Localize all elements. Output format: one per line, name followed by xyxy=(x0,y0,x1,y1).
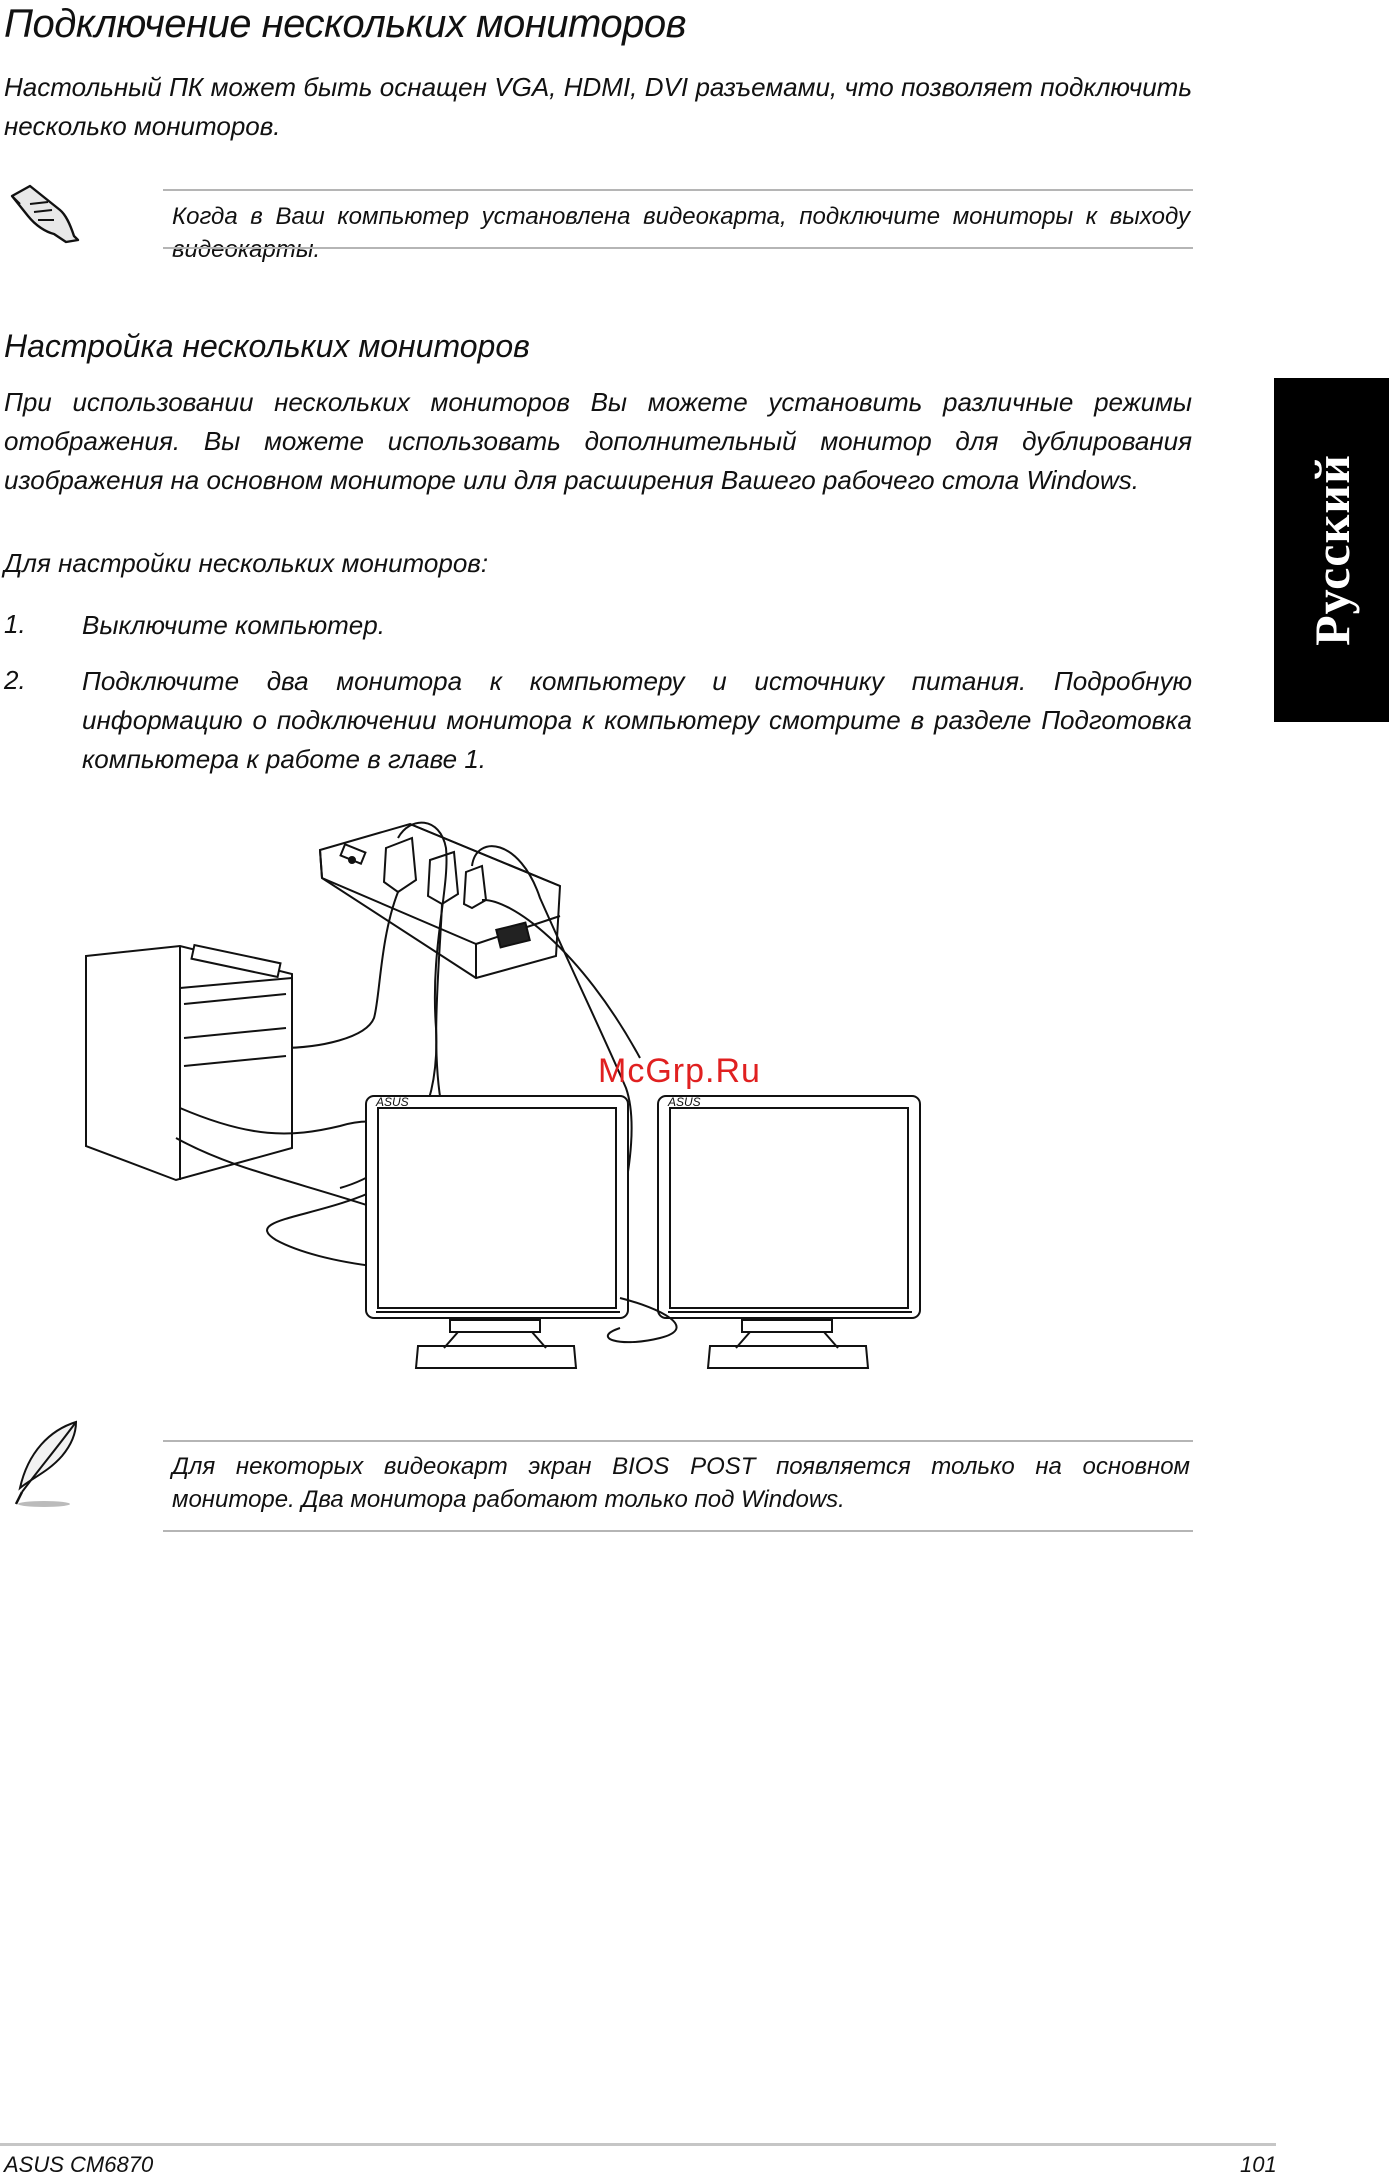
steps-heading: Для настройки нескольких мониторов: xyxy=(4,548,489,578)
note-text: Когда в Ваш компьютер установлена видеокарта, подключите мониторы к выходу видеокарты. xyxy=(172,203,1190,263)
monitor-right xyxy=(658,1095,920,1368)
monitor-left xyxy=(366,1095,628,1368)
svg-text:ASUS: ASUS xyxy=(668,1095,701,1109)
step-number: 1. xyxy=(4,609,26,639)
note-bottom-rule xyxy=(163,247,1193,249)
section-paragraph: При использовании нескольких мониторов Вы можете установить различные режимы отображения. Вы можете использовать дополнительный монитор для дублирования изображения на основном мониторе или для расширения Вашего рабочего стола Windows. xyxy=(4,387,1192,495)
note-top-rule xyxy=(163,1440,1193,1442)
language-tab xyxy=(1274,378,1389,722)
watermark: McGrp.Ru xyxy=(598,1052,761,1090)
page-title: Подключение нескольких мониторов xyxy=(4,2,686,46)
note-bottom-rule xyxy=(163,1530,1193,1532)
note-top-rule xyxy=(163,189,1193,191)
footer-model: ASUS CM6870 xyxy=(4,2152,154,2177)
language-label: Русский xyxy=(1303,454,1360,646)
page-number: 101 xyxy=(1240,2152,1277,2177)
intro-paragraph: Настольный ПК может быть оснащен VGA, HDMI, DVI разъемами, что позволяет подключить несколько мониторов. xyxy=(4,72,1192,141)
note-text: Для некоторых видеокарт экран BIOS POST появляется только на основном мониторе. Два монитора работают только под Windows. xyxy=(172,1453,1190,1513)
section-subtitle: Настройка нескольких мониторов xyxy=(4,328,530,364)
svg-text:ASUS: ASUS xyxy=(376,1095,409,1109)
step-number: 2. xyxy=(4,665,26,695)
dual-monitor-illustration xyxy=(80,808,950,1378)
feather-quill-icon xyxy=(10,1418,82,1510)
hand-pointer-icon xyxy=(8,180,82,244)
step-text: Подключите два монитора к компьютеру и источнику питания. Подробную информацию о подключении монитора к компьютеру смотрите в разделе Подготовка компьютера к работе в главе 1. xyxy=(82,666,1192,774)
step-text: Выключите компьютер. xyxy=(82,610,385,640)
